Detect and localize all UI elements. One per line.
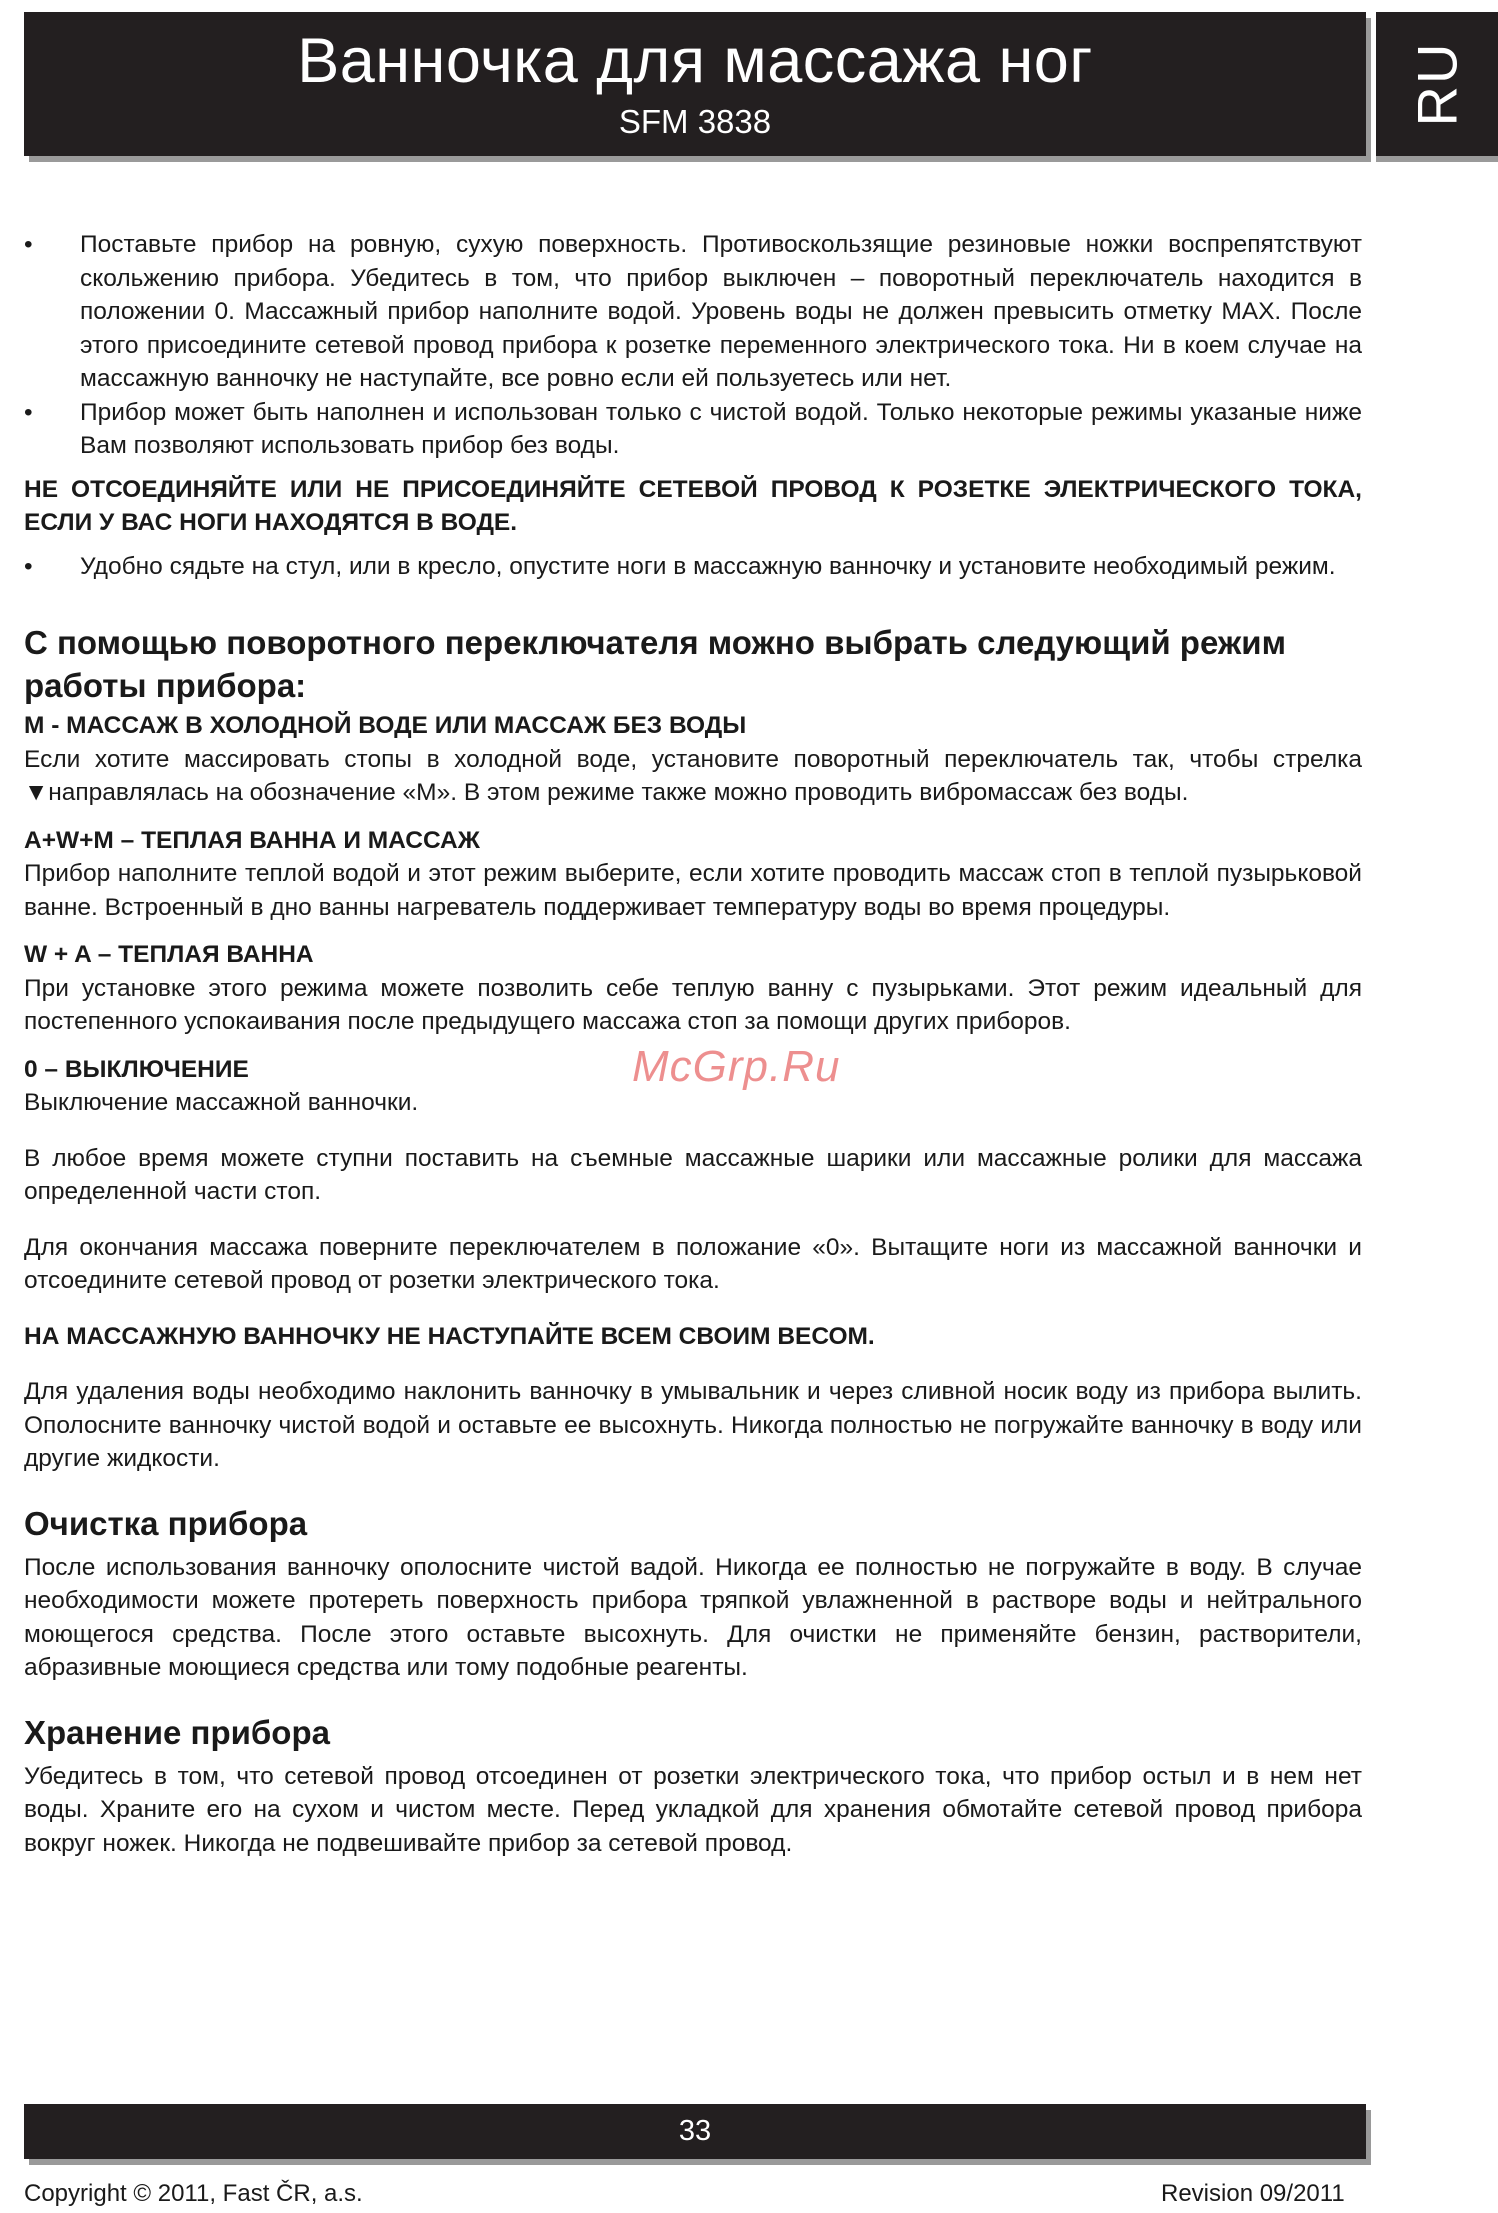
cleaning-text: После использования ванночку ополосните чистой вадой. Никогда ее полностью не погружайте в воду. В случае необходимости можете протереть поверхность прибора тряпкой увлажненной в растворе воды и нейтрального моющегося средства. После этого оставьте высохнуть. Для очистки не применяйте бензин, растворители, абразивные моющиеся средства или тому подобные реагенты. (24, 1553, 1362, 1681)
list-item: • Прибор может быть наполнен и использован только с чистой водой. Только некоторые режимы указаные ниже Вам позволяют использовать прибор без воды. (24, 396, 1362, 463)
mode-awm (24, 824, 1362, 925)
mode-text: Если хотите массировать стопы в холодной воде, установите поворотный переключатель так, чтобы стрелка ▼направлялась на обозначение «M». В этом режиме также можно проводить вибромассаж без воды. (24, 745, 1362, 806)
model-number: SFM 3838 (618, 103, 772, 140)
paragraph-finish: Для окончания массажа поверните переключателем в положание «0». Вытащите ноги из массажной ванночки и отсоедините сетевой провод от розетки электрического тока. (24, 1233, 1362, 1294)
mode-text: При установке этого режима можете позволить себе теплую ванну с пузырьками. Этот режим идеальный для постепенного успокаивания после предыдущего массажа стоп за помощи других приборов. (24, 974, 1362, 1035)
mode-title: A+W+M – ТЕПЛАЯ ВАННА И МАССАЖ (24, 826, 480, 854)
mode-m (24, 709, 1362, 810)
warning-feet-in-water: НЕ ОТСОЕДИНЯЙТЕ ИЛИ НЕ ПРИСОЕДИНЯЙТЕ СЕТЕВОЙ ПРОВОД К РОЗЕТКЕ ЭЛЕКТРИЧЕСКОГО ТОКА, ЕСЛИ У ВАС НОГИ НАХОДЯТСЯ В ВОДЕ. (24, 475, 1362, 536)
list-item: • Удобно сядьте на стул, или в кресло, опустите ноги в массажную ванночку и установите необходимый режим. (24, 550, 1362, 584)
page-number: 33 (678, 2115, 712, 2147)
mode-text: Выключение массажной ванночки. (24, 1089, 419, 1116)
mode-title: M - МАССАЖ В ХОЛОДНОЙ ВОДЕ ИЛИ МАССАЖ БЕЗ ВОДЫ (24, 712, 747, 739)
warning-do-not-step: НА МАССАЖНУЮ ВАННОЧКУ НЕ НАСТУПАЙТЕ ВСЕМ СВОИМ ВЕСОМ. (24, 1322, 875, 1350)
copyright: Copyright © 2011, Fast ČR, a.s. (24, 2180, 363, 2207)
footer-bar (24, 2104, 1366, 2159)
mode-title: 0 – ВЫКЛЮЧЕНИЕ (24, 1055, 249, 1083)
storage-heading: Хранение прибора (24, 1713, 330, 1751)
list-item: • Поставьте прибор на ровную, сухую поверхность. Противоскользящие резиновые ножки воспрепятствуют скольжению прибора. Убедитесь в том, что прибор выключен – поворотный переключатель находится в положении 0. Массажный прибор наполните водой. Уровень воды не должен превысить отметку MAX. После этого присоедините сетевой провод прибора к розетке переменного электрического тока. Ни в коем случае на массажную ванночку не наступайте, все ровно если ей пользуетесь или нет. (24, 228, 1362, 396)
storage-text: Убедитесь в том, что сетевой провод отсоединен от розетки электрического тока, что прибор остыл и в нем нет воды. Храните его на сухом и чистом месте. Перед укладкой для хранения обмотайте сетевой провод прибора вокруг ножек. Никогда не подвешивайте прибор за сетевой провод. (24, 1762, 1362, 1857)
bullet-list-top (24, 228, 1362, 463)
revision: Revision 09/2011 (1161, 2180, 1345, 2207)
bullet-list-mid (24, 550, 1362, 584)
language-code: RU (1405, 41, 1469, 127)
cleaning-heading: Очистка прибора (24, 1504, 308, 1542)
mode-wa (24, 938, 1362, 1039)
page-header (24, 12, 1366, 156)
paragraph-rollers: В любое время можете ступни поставить на съемные массажные шарики или массажные ролики для массажа определенной части стоп. (24, 1144, 1362, 1205)
mode-title: W + A – ТЕПЛАЯ ВАННА (24, 941, 314, 968)
language-tab (1376, 12, 1498, 156)
document-title: Ванночка для массажа ног (297, 26, 1093, 96)
paragraph-drain: Для удаления воды необходимо наклонить ванночку в умывальник и через сливной носик воду из прибора вылить. Ополосните ванночку чистой водой и оставьте ее высохнуть. Никогда полностью не погружайте ванночку в воду или другие жидкости. (24, 1378, 1362, 1472)
mode-text: Прибор наполните теплой водой и этот режим выберите, если хотите проводить массаж стоп в теплой пузырьковой ванне. Встроенный в дно ванны нагреватель поддерживает температуру воды во время процедуры. (24, 860, 1362, 921)
modes-heading: С помощью поворотного переключателя можно выбрать следующий режим работы прибора: (24, 624, 1286, 704)
watermark: McGrp.Ru (632, 1042, 841, 1091)
